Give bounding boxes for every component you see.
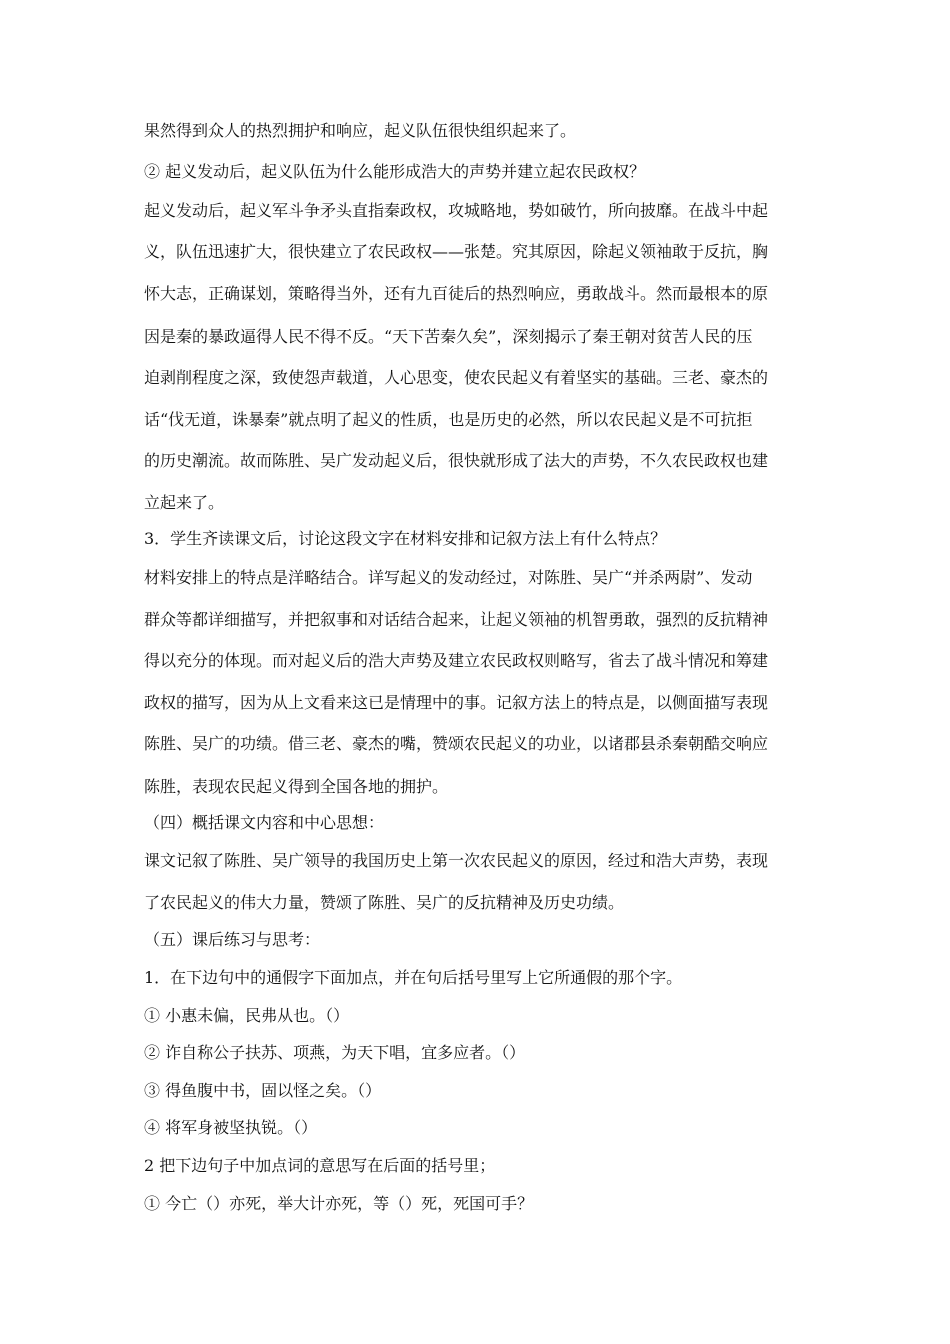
text-line: 立起来了。 [144,493,225,512]
text-line: 的历史潮流。故而陈胜、吴广发动起义后，很快就形成了法大的声势，不久农民政权也建 [144,451,769,470]
section-heading: （五）课后练习与思考： [144,930,321,949]
text-line: 因是秦的暴政逼得人民不得不反。“天下苦秦久矣”，深刻揭示了秦王朝对贫苦人民的压 [144,327,753,346]
text-line: 义，队伍迅速扩大，很快建立了农民政权——张楚。究其原因，除起义领袖敢于反抗，胸 [144,242,769,261]
text-line: 政权的描写，因为从上文看来这已是情理中的事。记叙方法上的特点是，以侧面描写表现 [144,693,769,712]
text-line: 了农民起义的伟大力量，赞颂了陈胜、吴广的反抗精神及历史功绩。 [144,893,625,912]
text-line: 群众等都详细描写，并把叙事和对话结合起来，让起义领袖的机智勇敢，强烈的反抗精神 [144,610,769,629]
exercise-line: ② 诈自称公子扶苏、项燕，为天下唱，宜多应者。（） [144,1043,526,1062]
text-line: 果然得到众人的热烈拥护和响应，起义队伍很快组织起来了。 [144,121,577,140]
text-line: 话“伐无道，诛暴秦”就点明了起义的性质，也是历史的必然，所以农民起义是不可抗拒 [144,410,753,429]
exercise-line: 2 把下边句子中加点词的意思写在后面的括号里； [144,1156,496,1175]
text-line: 材料安排上的特点是洋略结合。详写起义的发动经过，对陈胜、吴广“并杀两尉”、发动 [144,568,753,587]
text-line: 怀大志，正确谋划，策略得当外，还有九百徒后的热烈响应，勇敢战斗。然而最根本的原 [144,284,769,303]
exercise-line: 1．在下边句中的通假字下面加点，并在句后括号里写上它所通假的那个字。 [144,968,683,987]
exercise-line: ④ 将军身被坚执锐。（） [144,1118,318,1137]
exercise-line: ① 今亡（）亦死，举大计亦死，等（）死，死国可手？ [144,1194,534,1213]
question-line: 3．学生齐读课文后，讨论这段文字在材料安排和记叙方法上有什么特点？ [144,529,667,548]
text-line: 陈胜，表现农民起义得到全国各地的拥护。 [144,777,449,796]
text-line: 课文记叙了陈胜、吴广领导的我国历史上第一次农民起义的原因，经过和浩大声势，表现 [144,851,769,870]
text-line: 得以充分的体现。而对起义后的浩大声势及建立农民政权则略写，省去了战斗情况和筹建 [144,651,769,670]
exercise-line: ① 小惠未偏，民弗从也。（） [144,1006,350,1025]
text-line: 起义发动后，起义军斗争矛头直指秦政权，攻城略地，势如破竹，所向披靡。在战斗中起 [144,201,769,220]
text-line: 迫剥削程度之深，致使怨声载道，人心思变，使农民起义有着坚实的基础。三老、豪杰的 [144,368,769,387]
exercise-line: ③ 得鱼腹中书，固以怪之矣。（） [144,1081,382,1100]
section-heading: （四）概括课文内容和中心思想： [144,813,385,832]
question-line: ② 起义发动后，起义队伍为什么能形成浩大的声势并建立起农民政权？ [144,162,646,181]
text-line: 陈胜、吴广的功绩。借三老、豪杰的嘴，赞颂农民起义的功业，以诸郡县杀秦朝酷交响应 [144,734,769,753]
